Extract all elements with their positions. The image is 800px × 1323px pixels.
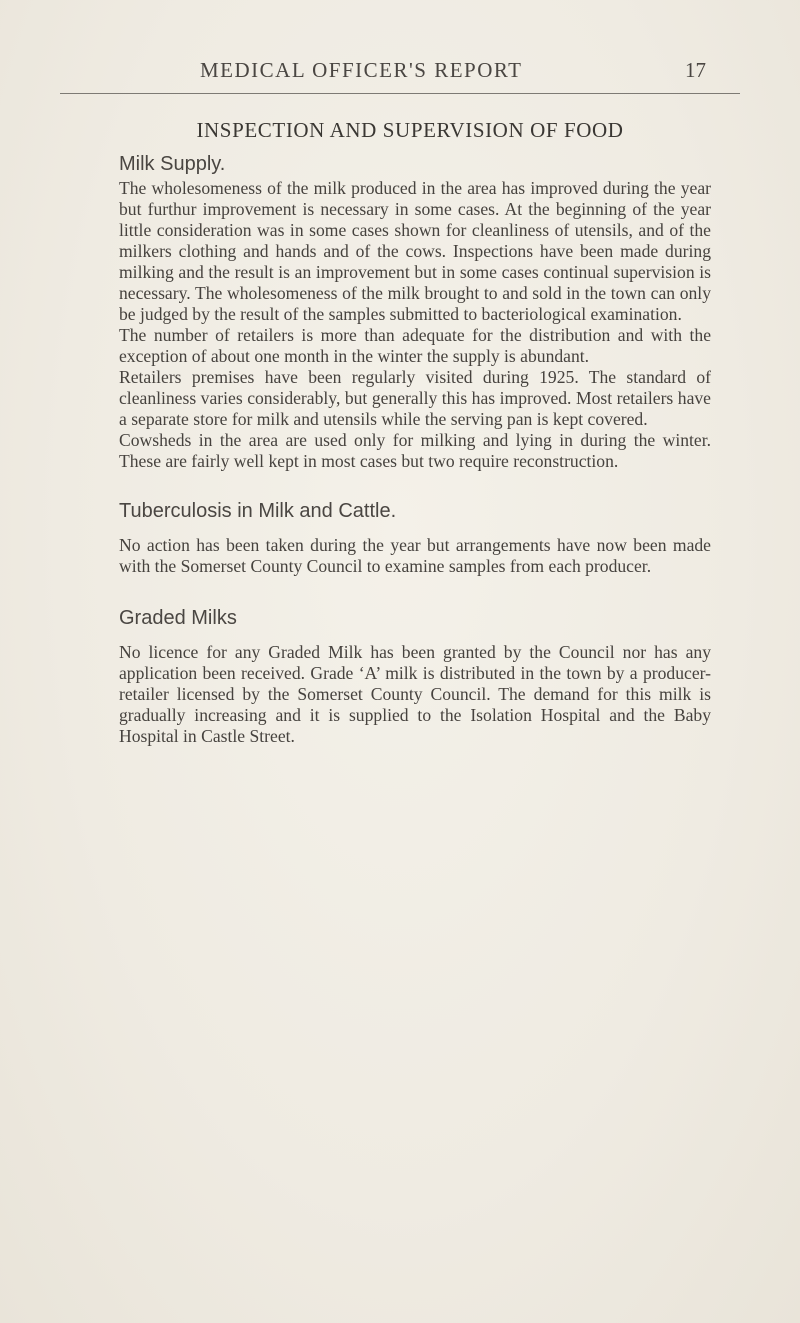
tuberculosis-section <box>119 500 711 577</box>
graded-milks-paragraph: No licence for any Graded Milk has been granted by the Council nor has any application been received. Grade ‘A’ milk is distributed in the town by a producer-retailer licensed by the Somerset County Council. The demand for this milk is gradually increasing and it is supplied to the Isolation Hospital and the Baby Hospital in Castle Street. <box>119 642 711 746</box>
page-number: 17 <box>685 58 706 82</box>
tuberculosis-heading: Tuberculosis in Milk and Cattle. <box>119 500 397 522</box>
header-rule <box>60 93 740 94</box>
tuberculosis-paragraph: No action has been taken during the year but arrangements have now been made with the Somerset County Council to examine samples from each producer. <box>119 535 711 576</box>
graded-milks-heading: Graded Milks <box>119 607 237 629</box>
running-header <box>60 58 740 88</box>
milk-supply-section <box>119 153 711 472</box>
milk-supply-paragraph: Cowsheds in the area are used only for milking and lying in during the winter. These are fairly well kept in most cases but two require reconstruction. <box>119 430 711 471</box>
milk-supply-paragraph: The number of retailers is more than adequate for the distribution and with the exception of about one month in the winter the supply is abundant. <box>119 325 711 366</box>
report-body <box>119 118 711 747</box>
milk-supply-paragraph: Retailers premises have been regularly visited during 1925. The standard of cleanliness varies considerably, but generally this has improved. Most retailers have a separate store for milk and utensils while the serving pan is kept covered. <box>119 367 711 429</box>
milk-supply-paragraph: The wholesomeness of the milk produced in the area has improved during the year but furthur improvement is necessary in some cases. At the beginning of the year little consideration was in some cases shown for cleanliness of utensils, and of the milkers clothing and hands and of the cows. Inspections have been made during milking and the result is an improvement but in some cases continual supervision is necessary. The wholesomeness of the milk brought to and sold in the town can only be judged by the result of the samples submitted to bacteriological examination. <box>119 178 711 324</box>
graded-milks-section <box>119 607 711 747</box>
running-title: MEDICAL OFFICER'S REPORT <box>200 58 523 82</box>
milk-supply-heading: Milk Supply. <box>119 153 226 175</box>
section-title: INSPECTION AND SUPERVISION OF FOOD <box>196 118 624 142</box>
